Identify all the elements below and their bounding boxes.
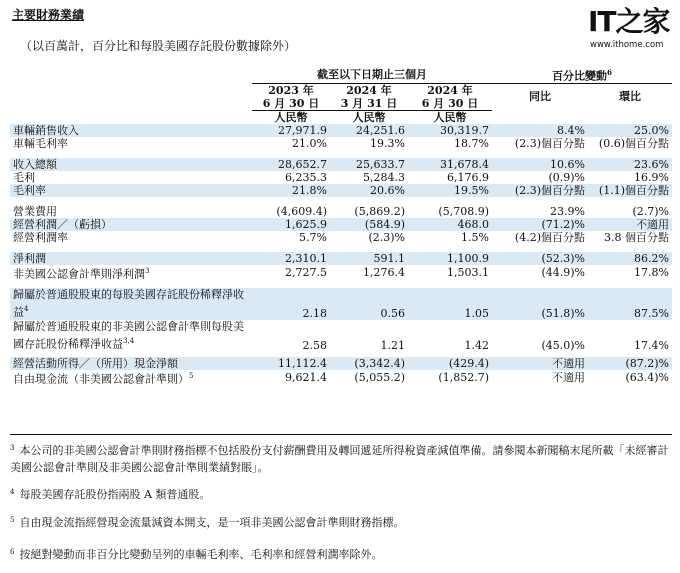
footnote-5: $^5$ 自由現金流指經營現金流量減資本開支，是一項非美國公認會計準則財務指標。 xyxy=(10,516,405,529)
change-group-header: 百分比變動$^6$ xyxy=(492,66,672,83)
year-header-row xyxy=(10,83,672,97)
financial-results-table xyxy=(10,66,672,385)
col-date: 3 月 31 日 xyxy=(330,97,408,111)
table-row: 經營利潤／（虧損） 1,625.9 (584.9) 468.0 (71.2)% 不適用 xyxy=(10,218,672,231)
units-subtitle: （以百萬計，百分比和每股美國存託股份數據除外） xyxy=(20,39,297,53)
col-year: 2024 年 xyxy=(346,83,392,97)
col-currency: 人民幣 xyxy=(433,110,467,124)
col-year: 2024 年 xyxy=(427,83,473,97)
footnote-3: $^3$ 本公司的非美國公認會計準則財務指標不包括股份支付薪酬費用及轉回遞延所得稅資產減值準備。請參閱本新聞稿末尾所載「未經審計美國公認會計準則及非美國公認會計準則業績對賬」。 xyxy=(10,444,669,474)
table-row: 自由現金流（非美國公認會計準則）$^5$ 9,621.4 (5,055.2) (1,852.7) 不適用 (63.4)% xyxy=(13,370,669,386)
table-row: 營業費用 (4,609.4) (5,869.2) (5,708.9) 23.9% (2.7)% xyxy=(13,204,669,218)
logo-url: www.ithome.com xyxy=(590,40,664,50)
period-group-header: 截至以下日期止三個月 xyxy=(252,66,492,83)
table-group-header-row xyxy=(10,66,672,83)
table-row: 歸屬於普通股股東的每股美國存託股份稀釋淨收益$^4$ 2.18 0.56 1.05 (51.8)% 87.5% xyxy=(10,288,672,320)
col-date: 6 月 30 日 xyxy=(252,97,330,111)
logo-brand-text: IT之家 xyxy=(588,5,670,38)
footnote-4: $^4$ 每股美國存託股份指兩股 A 類普通股。 xyxy=(10,488,211,501)
table-row: 車輛銷售收入 27,971.9 24,251.6 30,319.7 8.4% 25.0% xyxy=(10,124,672,137)
col-currency: 人民幣 xyxy=(274,110,308,124)
ithome-logo xyxy=(588,6,672,52)
table-row: 經營利潤率 5.7% (2.3)% 1.5% (4.2)個百分點 3.8 個百分點 xyxy=(13,230,669,244)
table-row: 毛利率 21.8% 20.6% 19.5% (2.3)個百分點 (1.1)個百分點 xyxy=(10,184,672,197)
col-yoy-header: 同比 xyxy=(529,90,551,104)
footnote-6: $^6$ 按絕對變動而非百分比變動呈列的車輛毛利率、毛利率和經營利潤率除外。 xyxy=(10,548,383,561)
table-row: 歸屬於普通股股東的非美國公認會計準則每股美國存託股份稀釋淨收益$^{3,4}$ 2.58 1.21 1.42 (45.0)% 17.4% xyxy=(13,319,669,352)
footnote-divider xyxy=(10,434,672,435)
section-title: 主要財務業績 xyxy=(12,8,85,22)
currency-header-row xyxy=(10,110,672,124)
col-date: 6 月 30 日 xyxy=(408,97,492,111)
table-row: 淨利潤 2,310.1 591.1 1,100.9 (52.3)% 86.2% xyxy=(10,252,672,265)
table-row: 毛利 6,235.3 5,284.3 6,176.9 (0.9)% 16.9% xyxy=(13,170,669,184)
col-year: 2023 年 xyxy=(268,83,314,97)
table-row: 車輛毛利率 21.0% 19.3% 18.7% (2.3)個百分點 (0.6)個百分點 xyxy=(13,136,669,150)
table-row: 非美國公認會計準則淨利潤$^3$ 2,727.5 1,276.4 1,503.1 (44.9)% 17.8% xyxy=(13,265,669,281)
col-qoq-header: 環比 xyxy=(619,90,641,104)
table-row: 經營活動所得／（所用）現金淨額 11,112.4 (3,342.4) (429.4) 不適用 (87.2)% xyxy=(10,357,672,370)
col-currency: 人民幣 xyxy=(352,110,386,124)
table-row: 收入總額 28,652.7 25,633.7 31,678.4 10.6% 23.6% xyxy=(10,158,672,171)
